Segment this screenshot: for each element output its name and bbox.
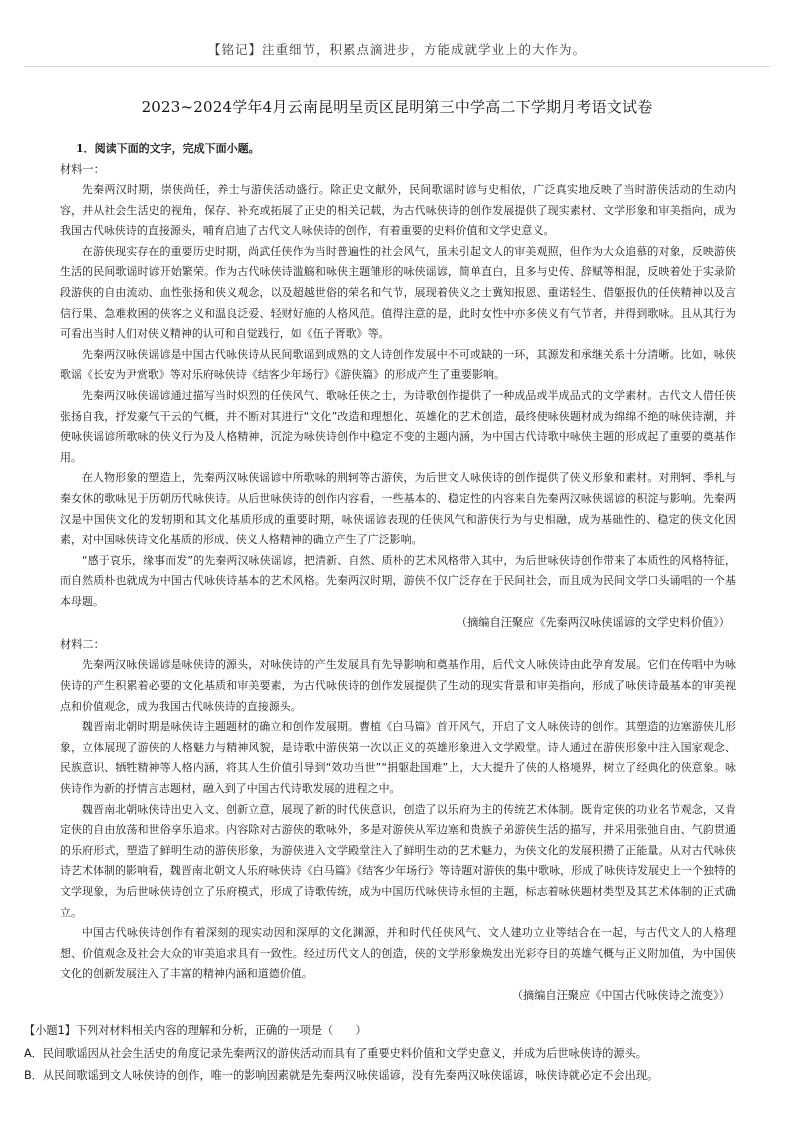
- material-2-paragraph: 魏晋南北朝咏侠诗出史入文、创新立意，展现了新的时代侠意识，创造了以乐府为主的传统艺术体制。既肯定侠的功业名节观念，又肯定侠的自由放荡和世俗享乐追求。内容除对古游侠的歌咏外，多是对游侠从军边塞和贵族子弟游侠生活的描写，并采用张弛自由、气韵贯通的乐府形式，塑造了鲜明生动的游侠形象，为游侠进入文学殿堂注入了鲜明生动的艺术魅力，为侠文化的发展积攒了正能量。从对古代咏侠诗艺术体制的影响看，魏晋南北朝文人乐府咏侠诗《白马篇》《结客少年场行》等诗题对游侠的集中歌咏，形成了咏侠诗发展史上一个独特的文学现象，为后世咏侠诗创立了乐府模式，形成了诗歌传统，成为中国历代咏侠诗永恒的主题，标志着咏侠题材类型及其艺术体制的正式确立。: [60, 802, 736, 919]
- page-title: 2023~2024学年4月云南昆明呈贡区昆明第三中学高二下学期月考语文试卷: [141, 98, 653, 116]
- question-1-option-b[interactable]: B．从民间歌谣到文人咏侠诗的创作，唯一的影响因素就是先秦两汉咏侠谣谚，没有先秦两汉咏侠谣谚，咏侠诗就必定不会出现。: [24, 1069, 659, 1082]
- header-divider: [24, 66, 770, 67]
- question-1-option-a[interactable]: A．民间歌谣因从社会生活史的角度记录先秦两汉的游侠活动而具有了重要史料价值和文学史意义，并成为后世咏侠诗的源头。: [24, 1047, 647, 1060]
- material-1-paragraph: “感于哀乐，缘事而发”的先秦两汉咏侠谣谚，把清新、自然、质朴的艺术风格带入其中，为后世咏侠诗创作带来了本质性的风格特征，而自然质朴也就成为中国古代咏侠诗基本的艺术风格。先秦两汉时期，游侠不仅广泛存在于民间社会，而且成为民间文学口头诵唱的一个基本母题。: [60, 553, 736, 608]
- header-motto: 【铭记】注重细节，积累点滴进步，方能成就学业上的大作为。: [207, 42, 586, 57]
- material-1-paragraph: 在游侠现实存在的重要历史时期，尚武任侠作为当时普遍性的社会风气，虽未引起文人的审美观照，但作为大众追慕的对象，反映游侠生活的民间歌谣时谚开始繁荣。作为古代咏侠诗滥觞和咏侠主题雏形的咏侠谣谚，简单直白，且多与史传、辞赋等相混，反映着处于实录阶段游侠的自由流动、血性张扬和侠义观念，以及超越世俗的荣名和气节，展现着侠义之士冀知报恩、重诺轻生、借躯报仇的任侠精神以及言信行果、急难救困的侠客之义和温良泛爱、轻财好施的人格风范。值得注意的是，此时女性中亦多侠义有气节者，并得到歌咏。且从其行为可看出当时人们对侠义精神的认可和自觉践行，如《伍子胥歌》等。: [60, 244, 736, 341]
- material-1-paragraph: 在人物形象的塑造上，先秦两汉咏侠谣谚中所歌咏的荆轲等古游侠，为后世文人咏侠诗的创作提供了侠义形象和素材。对荆轲、季札与秦女休的歌咏见于历朝历代咏侠诗。从后世咏侠诗的创作内容看，一些基本的、稳定性的内容来自先秦两汉咏侠谣谚的积淀与影响。先秦两汉是中国侠文化的发轫期和其文化基质形成的重要时期，咏侠谣谚表现的任侠风气和游侠行为与史相融，成为基础性的、稳定的侠文化因素，对中国咏侠诗文化基质的形成、侠义人格精神的确立产生了广泛影响。: [60, 471, 736, 547]
- question-1-stem: 【小题1】下列对材料相关内容的理解和分析，正确的一项是（ ）: [24, 1024, 367, 1037]
- section-heading: 1．阅读下面的文字，完成下面小题。: [76, 142, 260, 155]
- material-1-paragraph: 先秦两汉咏侠谣谚是中国古代咏侠诗从民间歌谣到成熟的文人诗创作发展中不可或缺的一环，其源发和承继关系十分清晰。比如，咏侠歌谣《长安为尹赏歌》等对乐府咏侠诗《结客少年场行》《游侠篇》的形成产生了重要影响。: [60, 347, 736, 382]
- material-1-paragraph: 先秦两汉咏侠谣谚通过描写当时炽烈的任侠风气、歌咏任侠之士，为诗歌创作提供了一种成品或半成品式的文学素材。古代文人借任侠张扬自我，抒发豪气干云的气概，并不断对其进行“文化”改造和理想化、英雄化的艺术创造，最终使咏侠题材成为绵绵不绝的咏侠诗潮，并使咏侠谣谚所歌咏的侠义行为及人格精神，沉淀为咏侠诗创作中稳定不变的主题内涵，为中国古代诗歌中咏侠主题的形成起了重要的奠基作用。: [60, 388, 736, 464]
- material-1-source: （摘编自汪聚应《先秦两汉咏侠谣谚的文学史料价值》）: [455, 616, 730, 630]
- material-2-paragraph: 先秦两汉咏侠谣谚是咏侠诗的源头，对咏侠诗的产生发展具有先导影响和奠基作用，后代文人咏侠诗由此孕育发展。它们在传唱中为咏侠诗的产生积累着必要的文化基质和审美要素，为古代咏侠诗的创作发展提供了生动的现实背景和审美指向，形成了咏侠诗最基本的审美视点和价值观念，成为我国古代咏侠诗的直接源头。: [60, 658, 736, 713]
- material-2-paragraph: 魏晋南北朝时期是咏侠诗主题题材的确立和创作发展期。曹植《白马篇》首开风气，开启了文人咏侠诗的创作。其塑造的边塞游侠儿形象，立体展现了游侠的人格魅力与精神风貌，是诗歌中游侠第一次以正义的英雄形象进入文学殿堂。诗人通过在游侠形象中注入国家观念、民族意识、牺牲精神等人格内涵，将其人生价值引导到“效功当世”“捐躯赴国难”上，大大提升了侠的人格境界，树立了经典化的侠意象。咏侠诗作为新的抒情言志题材，融入到了中国古代诗歌发展的进程之中。: [60, 720, 736, 796]
- material-2-paragraph: 中国古代咏侠诗创作有着深刻的现实动因和深厚的文化渊源，并和时代任侠风气、文人建功立业等结合在一起，与古代文人的人格理想、价值观念及社会大众的审美追求具有一致性。经过历代文人的创造，侠的文学形象焕发出光彩夺目的英雄气概与正义附加值，为中国侠文化的创新发展注入了丰富的精神内涵和道德价值。: [60, 926, 736, 981]
- reading-content: [60, 138, 736, 1007]
- material-2-label: 材料二：: [60, 638, 105, 652]
- material-1-label: 材料一：: [60, 163, 105, 176]
- material-2-source: （摘编自汪聚应《中国古代咏侠诗之流变》）: [511, 988, 730, 1002]
- material-1-paragraph: 先秦两汉时期，崇侠尚任，养士与游侠活动盛行。除正史文献外，民间歌谣时谚与史相依，广泛真实地反映了当时游侠活动的生动内容，并从社会生活史的视角，保存、补充或拓展了正史的相关记载，为古代咏侠诗的创作发展提供了现实素材、文学形象和审美指向，成为我国古代咏侠诗的直接源头，哺育启迪了古代文人咏侠诗的创作，有着重要的史料价值和文学史意义。: [60, 183, 736, 238]
